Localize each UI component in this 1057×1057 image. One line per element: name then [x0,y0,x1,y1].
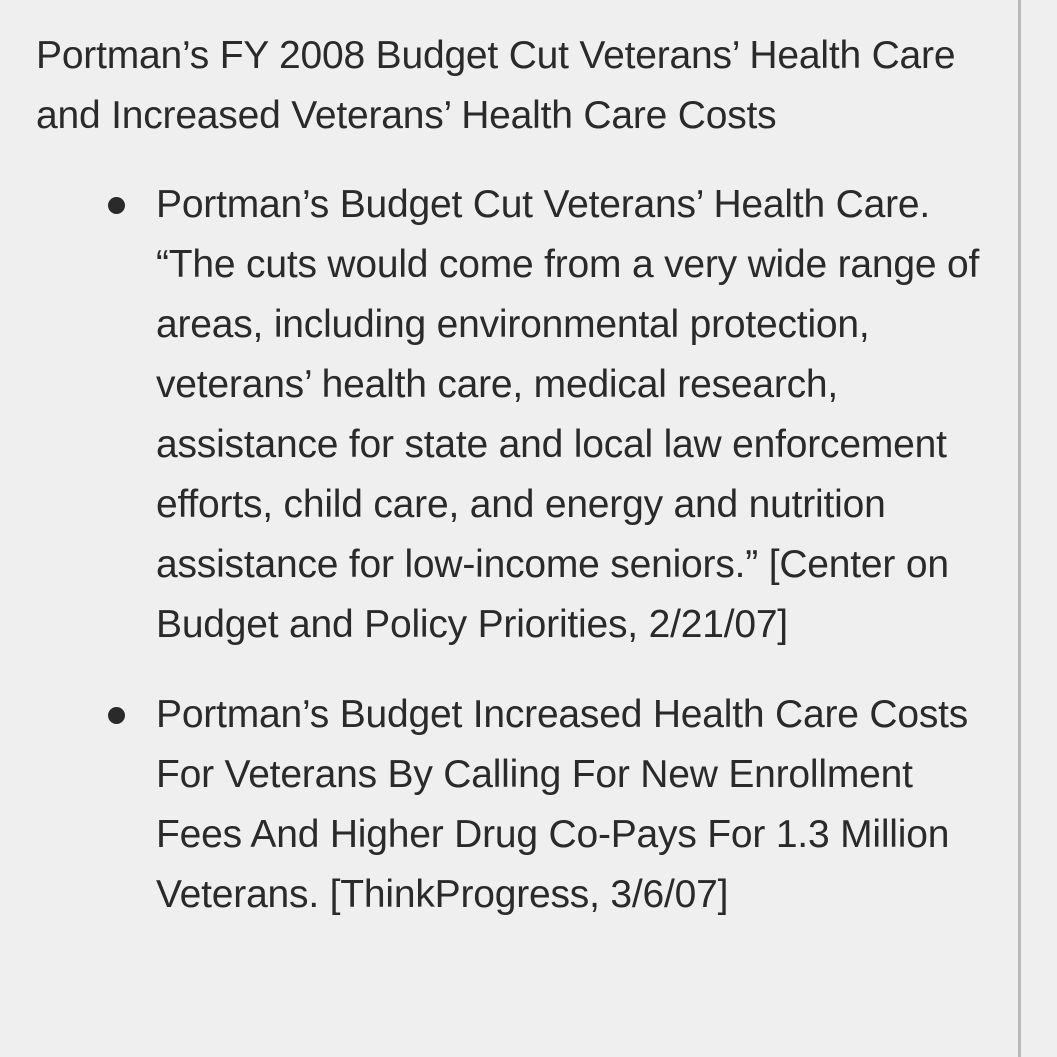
bullet-quote: “The cuts would come from a very wide range of areas, including environmental protection, veterans’ health care, medical research, assistance for state and local law enforcement efforts, child care, and energy and nutrition assistance for low-income seniors.” [156,243,980,586]
bullet-dot-icon [108,707,125,724]
bullet-item-budget-cut [36,175,996,655]
page-edge-rule [1018,0,1021,1057]
bullet-citation: [ThinkProgress, 3/6/07] [329,873,729,916]
bullet-item-cost-increase [36,685,996,925]
document-heading: Portman’s FY 2008 Budget Cut Veterans’ Health Care and Increased Veterans’ Health Care Costs [36,34,956,137]
bullet-list [36,175,996,925]
bullet-citation: [Center on Budget and Policy Priorities, 2/21/07] [156,543,949,646]
document-body [36,26,996,955]
bullet-text [156,685,996,925]
bullet-lead: Portman’s Budget Increased Health Care Costs For Veterans By Calling For New Enrollment Fees And Higher Drug Co-Pays For 1.3 Million Veterans. [156,693,969,916]
bullet-dot-icon [108,197,125,214]
bullet-text [156,175,996,655]
bullet-lead: Portman’s Budget Cut Veterans’ Health Care. [156,183,930,226]
